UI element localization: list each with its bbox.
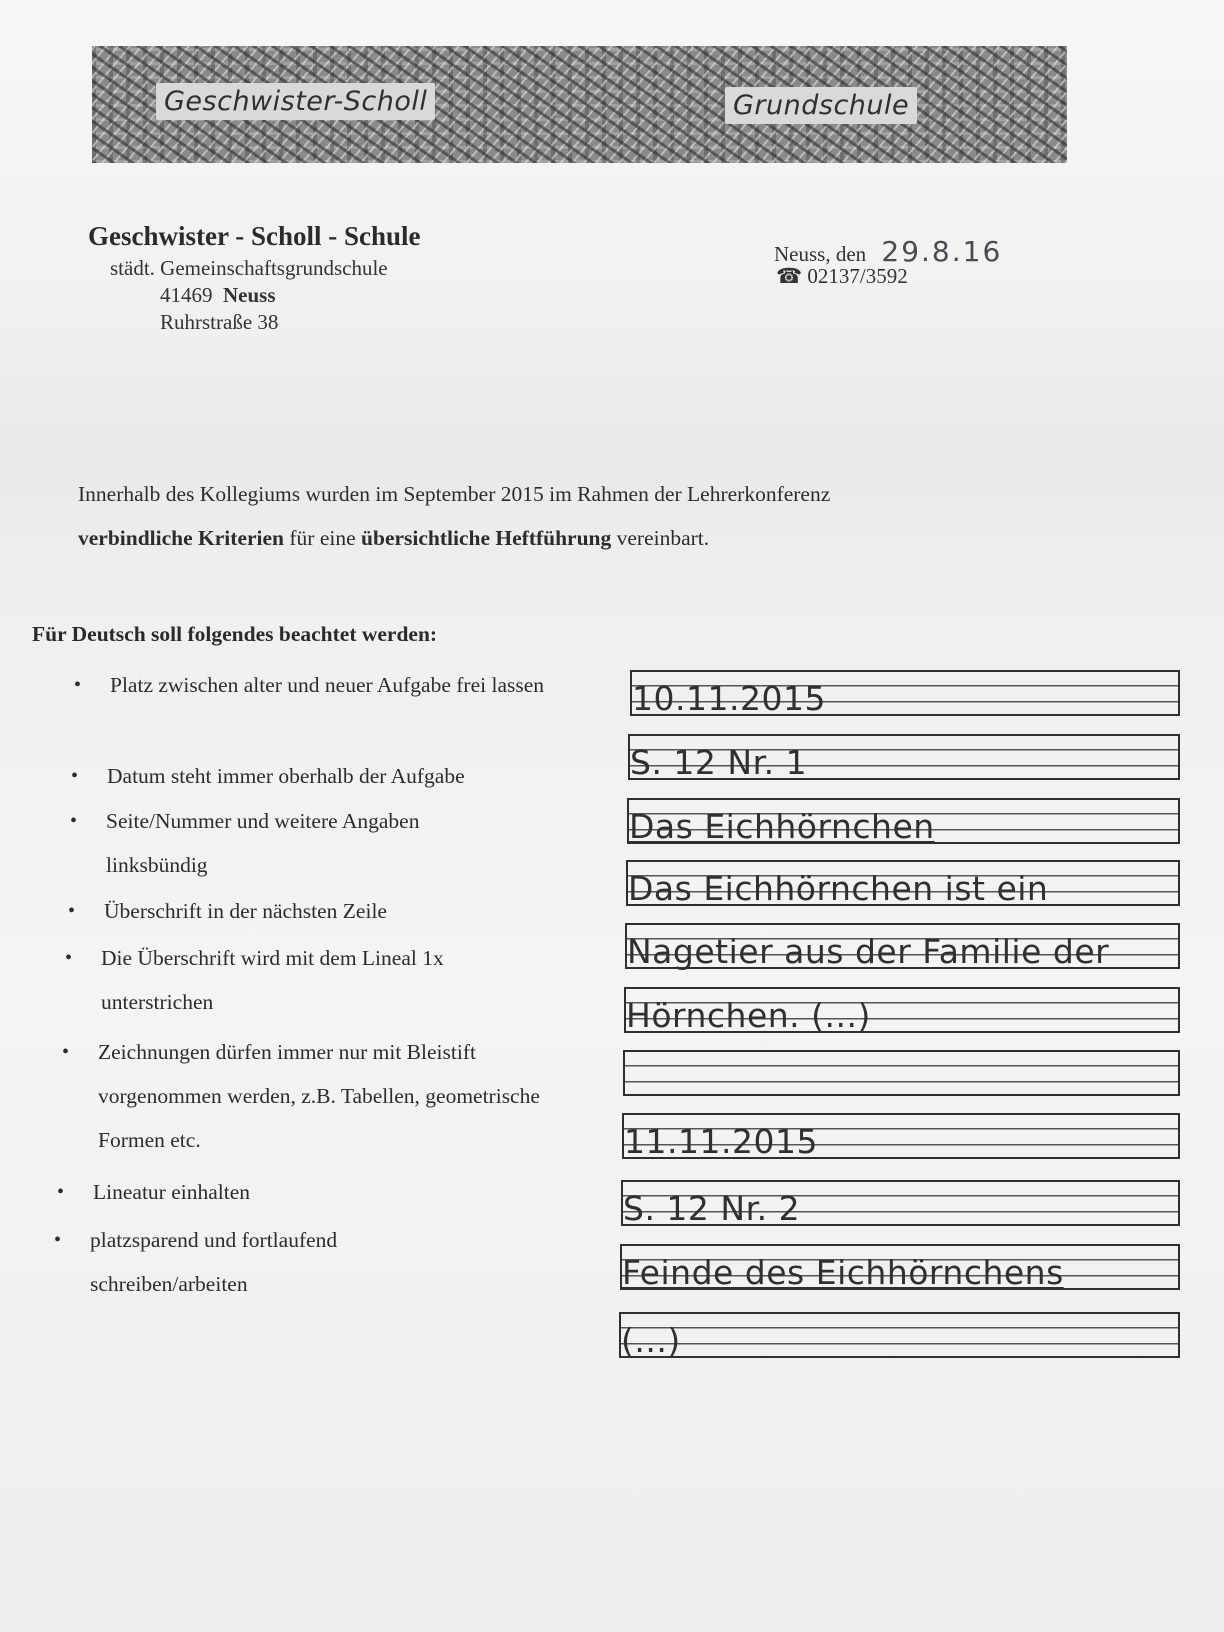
bullet-dot: • — [62, 1041, 70, 1063]
section-title: Für Deutsch soll folgendes beachtet werden: — [32, 622, 438, 646]
handwritten-date: 29.8.16 — [881, 235, 1003, 268]
intro-bold-1: verbindliche Kriterien — [78, 526, 285, 550]
banner-label-left: Geschwister-Scholl — [156, 83, 435, 120]
list-item-text: Überschrift in der nächsten Zeile — [104, 899, 387, 923]
school-city: Neuss — [223, 283, 276, 307]
bullet-dot: • — [70, 810, 78, 832]
handwritten-text: Nagetier aus der Familie der — [627, 932, 1110, 971]
bullet-dot: • — [68, 900, 76, 922]
bullet-dot: • — [65, 947, 73, 969]
list-item-text: Seite/Nummer und weitere Angaben linksbündig — [106, 809, 420, 877]
notebook-line — [625, 923, 1180, 969]
notebook-line — [630, 670, 1180, 716]
handwritten-text: 10.11.2015 — [632, 679, 826, 718]
school-banner — [92, 46, 1067, 163]
phone-line — [776, 264, 908, 289]
list-item-text: Zeichnungen dürfen immer nur mit Bleistift vorgenommen werden, z.B. Tabellen, geometrische Formen etc. — [98, 1040, 540, 1152]
bullet-dot: • — [74, 674, 82, 696]
notebook-line — [627, 798, 1180, 844]
school-subtitle: städt. Gemeinschaftsgrundschule — [110, 256, 388, 280]
handwritten-text: S. 12 Nr. 1 — [630, 743, 808, 782]
notebook-line — [621, 1180, 1180, 1226]
school-zip: 41469 — [160, 283, 213, 307]
notebook-line — [622, 1113, 1180, 1159]
phone-number: 02137/3592 — [807, 264, 908, 288]
notebook-line — [626, 860, 1180, 906]
handwritten-text: (...) — [621, 1321, 681, 1360]
list-item-text: Platz zwischen alter und neuer Aufgabe frei lassen — [110, 673, 545, 697]
list-item — [74, 663, 590, 707]
list-item — [54, 1218, 430, 1306]
list-item — [65, 936, 541, 1024]
bullet-dot: • — [57, 1181, 65, 1203]
handwritten-heading: Das Eichhörnchen — [629, 807, 935, 846]
date-prefix: Neuss, den — [774, 242, 867, 266]
list-item-text: Datum steht immer oberhalb der Aufgabe — [107, 764, 465, 788]
line-ruling — [619, 1312, 1180, 1358]
handwritten-text: Hörnchen. (...) — [626, 996, 871, 1035]
notebook-line — [623, 1050, 1180, 1096]
list-item — [62, 1030, 578, 1162]
list-item — [68, 889, 584, 933]
handwritten-heading: Feinde des Eichhörnchens — [622, 1253, 1064, 1292]
notebook-line — [620, 1244, 1180, 1290]
school-street: Ruhrstraße 38 — [160, 310, 279, 334]
school-name: Geschwister - Scholl - Schule — [88, 221, 421, 251]
intro-text-1: Innerhalb des Kollegiums wurden im September 2015 im Rahmen der Lehrerkonferenz — [78, 482, 831, 506]
handwritten-text: Das Eichhörnchen ist ein — [628, 869, 1049, 908]
list-item-text: Die Überschrift wird mit dem Lineal 1x unterstrichen — [101, 946, 444, 1014]
bullet-dot: • — [71, 765, 79, 787]
intro-text-2: für eine — [289, 526, 356, 550]
list-item — [57, 1170, 573, 1214]
school-zip-city — [160, 283, 276, 308]
list-item-text: platzsparend und fortlaufend schreiben/arbeiten — [90, 1228, 338, 1296]
notebook-line — [628, 734, 1180, 780]
intro-paragraph — [78, 472, 1038, 560]
list-item-text: Lineatur einhalten — [93, 1180, 250, 1204]
intro-bold-2: übersichtliche Heftführung — [361, 526, 612, 550]
notebook-line — [619, 1312, 1180, 1358]
intro-text-3: vereinbart. — [616, 526, 710, 550]
handwritten-text: S. 12 Nr. 2 — [623, 1189, 801, 1228]
phone-icon: ☎ — [776, 264, 803, 288]
banner-label-right: Grundschule — [725, 87, 917, 124]
line-ruling — [623, 1050, 1180, 1096]
list-item — [70, 799, 526, 887]
list-item — [71, 754, 587, 798]
notebook-line — [624, 987, 1180, 1033]
bullet-dot: • — [54, 1229, 62, 1251]
handwritten-text: 11.11.2015 — [624, 1122, 818, 1161]
